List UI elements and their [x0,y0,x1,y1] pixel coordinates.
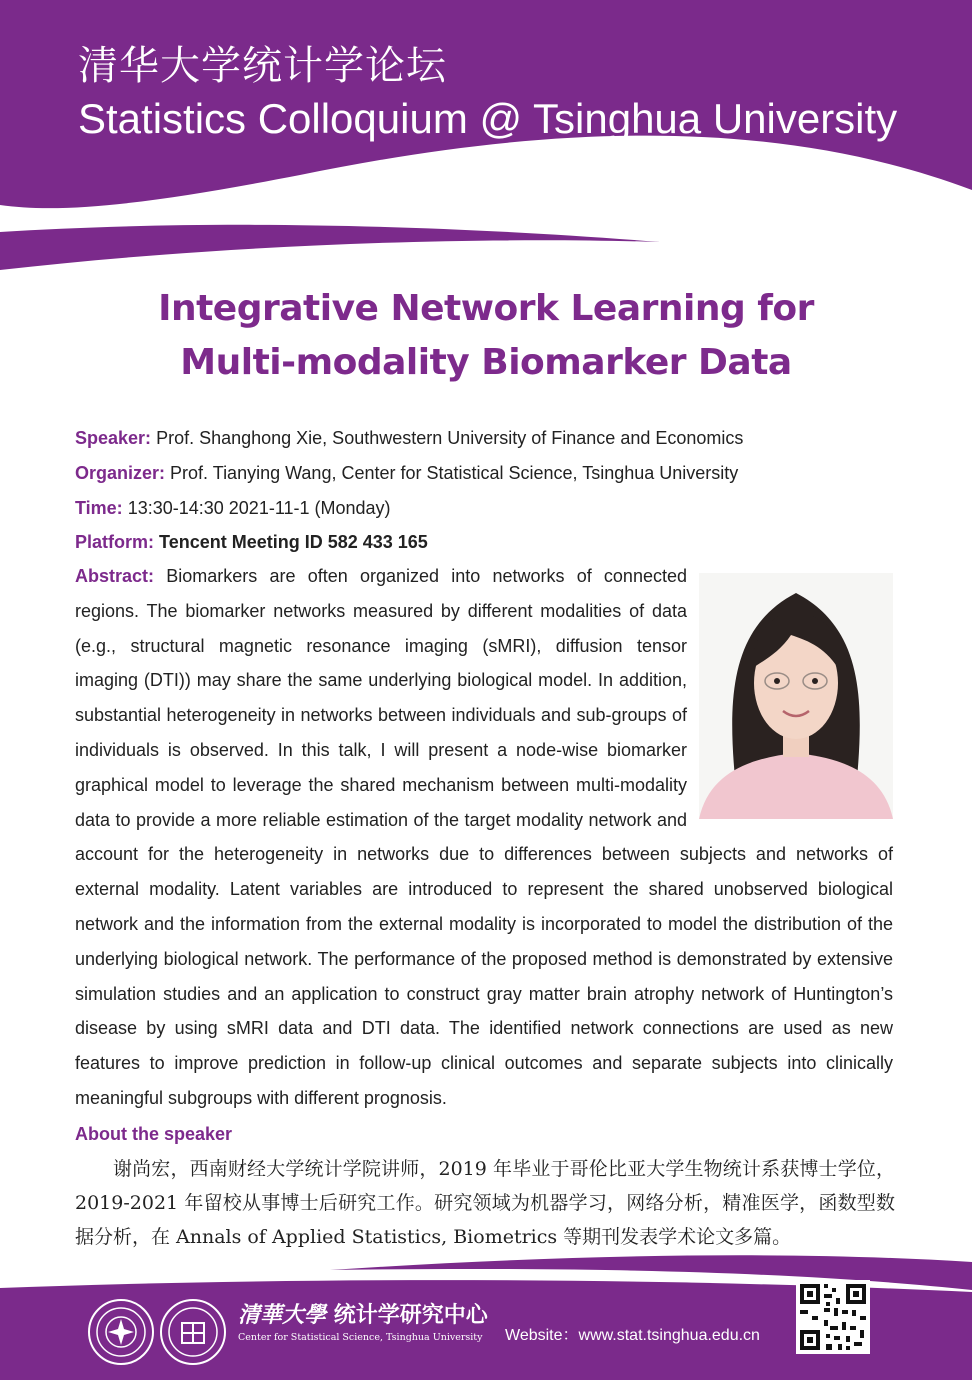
center-name-cn-prefix: 清華大學 [238,1302,327,1328]
website-link[interactable]: Website：www.stat.tsinghua.edu.cn [505,1327,760,1344]
speaker-label: Speaker: [75,428,152,448]
center-name-cn [238,1300,488,1331]
abstract [75,559,893,1116]
header [78,38,897,144]
qr-code [796,1280,870,1354]
speaker-bio: 谢尚宏，西南财经大学统计学院讲师，2019 年毕业于哥伦比亚大学生物统计系获博士学位，2019-2021 年留校从事博士后研究工作。研究领域为机器学习，网络分析，精准医学，函数型数据分析，在 Annals of Applied Statistics, Biometrics 等期刊发表学术论文多篇。 [75,1158,895,1248]
about-heading: About the speaker [75,1124,233,1144]
platform-value: Tencent Meeting ID 582 433 165 [159,532,428,553]
time-label: Time: [75,497,123,518]
tsinghua-seal-logo [88,1299,154,1365]
organizer-label: Organizer: [75,462,166,483]
talk-title-line-2: Multi-modality Biomarker Data [180,342,792,383]
speaker-photo [699,573,893,819]
center-name [238,1300,488,1345]
abstract-label: Abstract: [75,566,155,586]
platform-label: Platform: [75,532,155,553]
talk-title-line-1: Integrative Network Learning for [158,288,814,329]
abstract-text: Biomarkers are often organized into networks of connected regions. The biomarker networks measured by different modalities of data (e.g., structural magnetic resonance imaging (sMRI), diffusion tensor imaging (DTI)) may share the same underlying biological model. In addition, substantial heterogeneity in networks between individuals and sub-groups of individuals is observed. In this talk, I will present a node-wise biomarker graphical model to leverage the shared mechanism between multi-modality data to provide a more reliable estimation of the target modality network and account for the heterogeneity in networks due to differences between subjects and networks of external modality. Latent variables are introduced to represent the shared unobserved biological network and the information from the external modality is incorporated to model the distribution of the underlying biological network. The performance of the proposed method is demonstrated by extensive simulation studies and an application to construct gray matter brain atrophy network of Huntington’s disease by using sMRI data and DTI data. The identified network connections are used as new features to improve prediction in follow-up clinical outcomes and separate subjects into clinically meaningful subgroups with different prognosis. [75,566,893,1108]
center-name-en: Center for Statistical Science, Tsinghua University [238,1332,483,1343]
center-seal-logo [160,1299,226,1365]
center-name-cn-main: 统计学研究中心 [333,1303,488,1328]
organizer-row [75,456,895,491]
colloquium-title-en: Statistics Colloquium @ Tsinghua University [78,95,898,142]
platform-row [75,525,895,560]
time-row [75,491,895,526]
organizer-value: Prof. Tianying Wang, Center for Statistical Science, Tsinghua University [170,462,739,483]
colloquium-title-cn: 清华大学统计学论坛 [78,43,447,89]
speaker-row [75,421,895,456]
time-value: 13:30-14:30 2021-11-1 (Monday) [127,497,391,518]
speaker-value: Prof. Shanghong Xie, Southwestern University of Finance and Economics [156,428,744,448]
talk-info [75,421,895,560]
talk-title [60,282,912,390]
